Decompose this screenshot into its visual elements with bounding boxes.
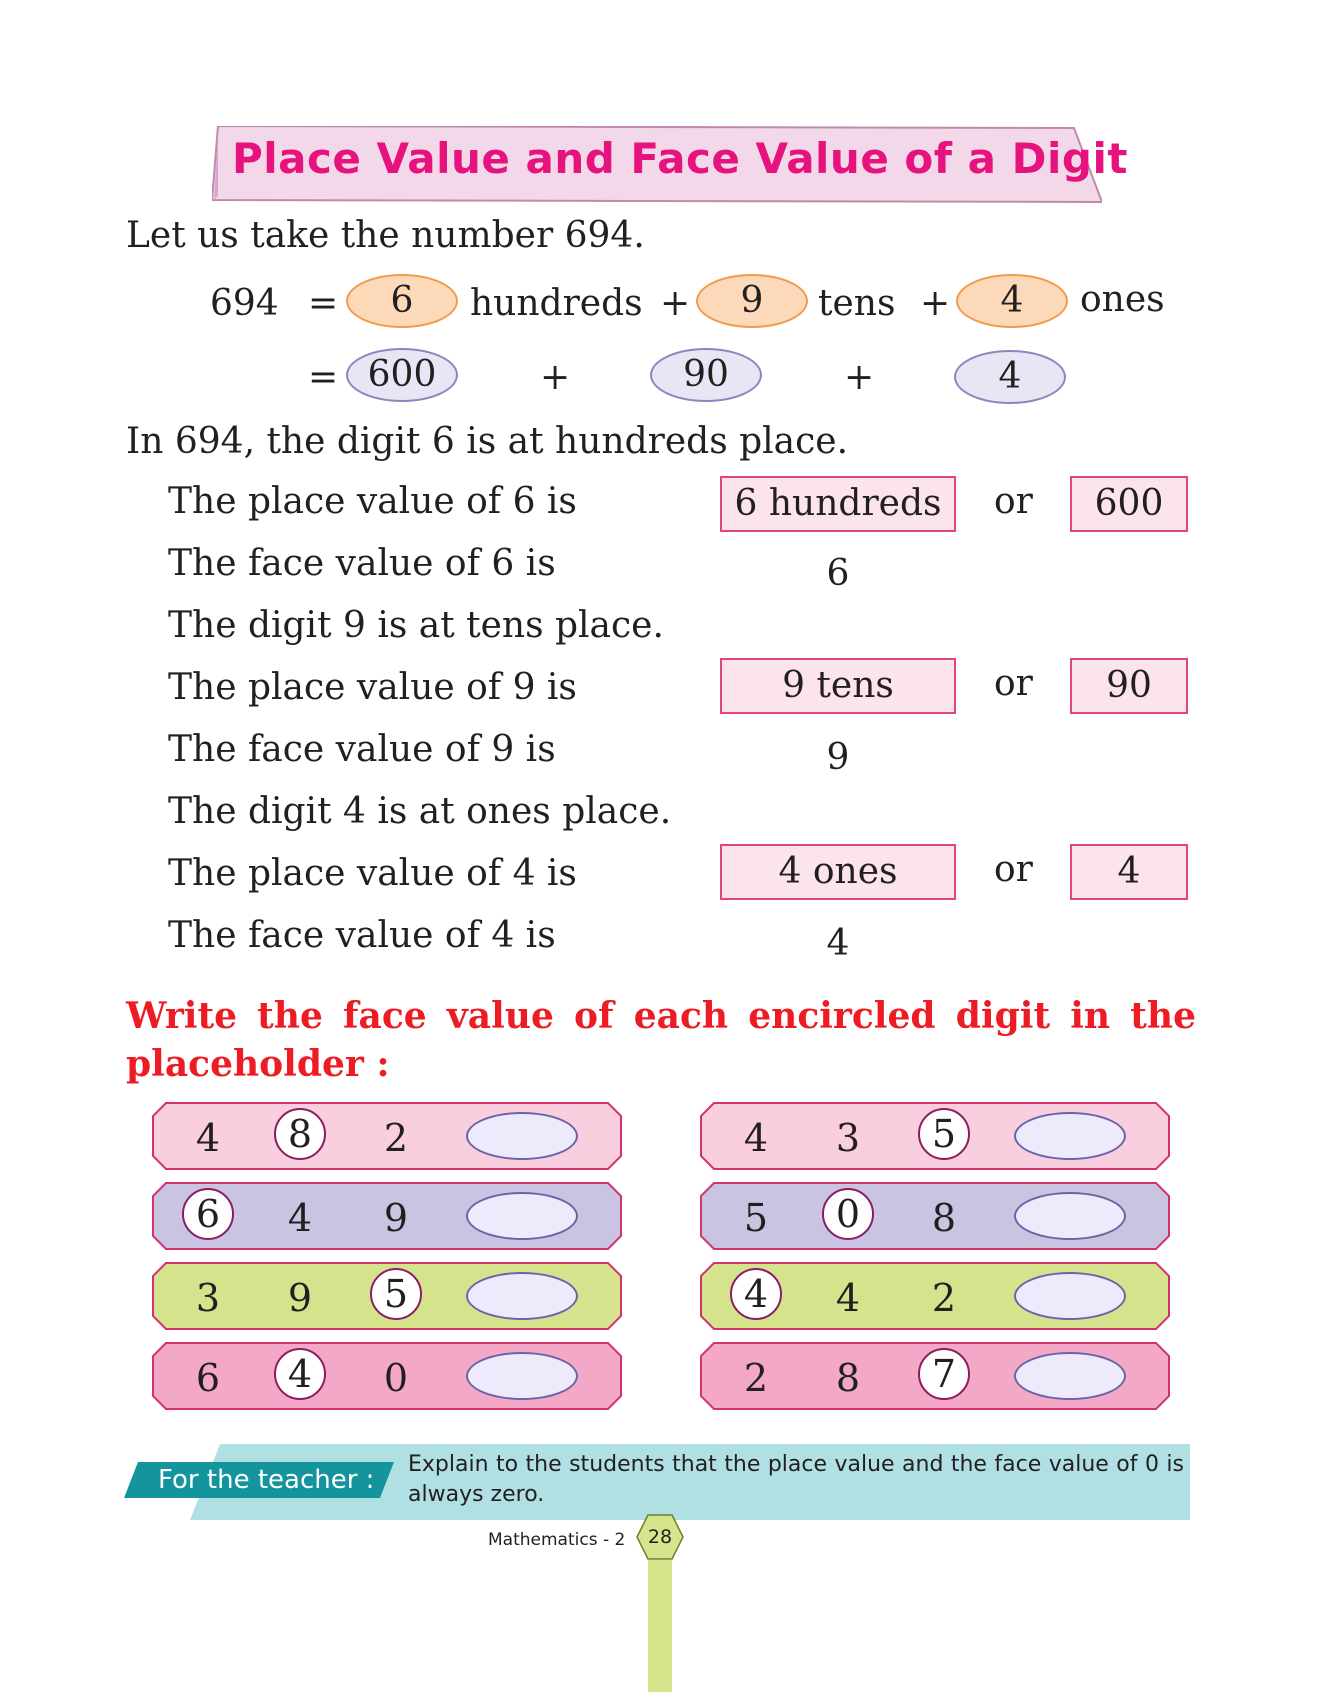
answer-placeholder[interactable] (1014, 1272, 1126, 1320)
digit: 9 (383, 1196, 409, 1240)
page-title: Place Value and Face Value of a Digit (232, 134, 1128, 183)
digit-9-statement: The digit 9 is at tens place. (168, 605, 664, 646)
digit: 8 (835, 1356, 861, 1400)
digit: 2 (743, 1356, 769, 1400)
answer-placeholder[interactable] (1014, 1192, 1126, 1240)
face-value-6-answer: 6 (826, 553, 850, 594)
place-value-4-text: The place value of 4 is (168, 853, 577, 894)
exercise-instruction: Write the face value of each encircled digit in the (126, 995, 1196, 1037)
digit: 3 (195, 1276, 221, 1320)
right-row-4 (700, 1342, 1170, 1410)
digit: 4 (287, 1196, 313, 1240)
answer-placeholder[interactable] (1014, 1112, 1126, 1160)
encircled-digit: 5 (918, 1108, 970, 1160)
place-value-6-number-box: 600 (1070, 476, 1188, 532)
tens-value-oval: 90 (650, 348, 762, 402)
encircled-digit: 8 (274, 1108, 326, 1160)
ones-digit-oval: 4 (956, 274, 1068, 328)
digit: 9 (287, 1276, 313, 1320)
encircled-digit: 7 (918, 1348, 970, 1400)
digit: 8 (931, 1196, 957, 1240)
place-value-4-number-box: 4 (1070, 844, 1188, 900)
tens-digit-oval: 9 (696, 274, 808, 328)
right-row-1 (700, 1102, 1170, 1170)
digit: 4 (743, 1116, 769, 1160)
encircled-digit: 0 (822, 1188, 874, 1240)
right-row-3 (700, 1262, 1170, 1330)
right-row-2 (700, 1182, 1170, 1250)
answer-placeholder[interactable] (466, 1352, 578, 1400)
place-value-9-number-box: 90 (1070, 658, 1188, 714)
digit: 6 (195, 1356, 221, 1400)
or-text: or (994, 849, 1033, 890)
left-row-2 (152, 1182, 622, 1250)
number-694: 694 (210, 283, 279, 324)
answer-placeholder[interactable] (466, 1112, 578, 1160)
equals-sign: = (308, 283, 339, 324)
digit: 2 (931, 1276, 957, 1320)
hundreds-value-oval: 600 (346, 348, 458, 402)
digit: 4 (195, 1116, 221, 1160)
left-row-4 (152, 1342, 622, 1410)
answer-placeholder[interactable] (466, 1272, 578, 1320)
digit: 3 (835, 1116, 861, 1160)
hundreds-label: hundreds (470, 283, 643, 324)
place-value-6-text: The place value of 6 is (168, 481, 577, 522)
place-value-6-words-box: 6 hundreds (720, 476, 956, 532)
or-text: or (994, 663, 1033, 704)
left-row-1 (152, 1102, 622, 1170)
teacher-note-text: Explain to the students that the place value and the face value of 0 is always zero. (408, 1452, 1184, 1507)
page-number: 28 (647, 1526, 673, 1548)
encircled-digit: 5 (370, 1268, 422, 1320)
face-value-4-answer: 4 (826, 923, 850, 964)
plus-sign: + (660, 283, 691, 324)
digit-4-statement: The digit 4 is at ones place. (168, 791, 672, 832)
ones-value-oval: 4 (954, 350, 1066, 404)
exercise-instruction-continued: placeholder : (126, 1043, 390, 1085)
answer-placeholder[interactable] (466, 1192, 578, 1240)
teacher-note-label: For the teacher : (158, 1465, 375, 1495)
place-value-4-words-box: 4 ones (720, 844, 956, 900)
answer-placeholder[interactable] (1014, 1352, 1126, 1400)
digit: 0 (383, 1356, 409, 1400)
plus-sign: + (920, 283, 951, 324)
face-value-9-text: The face value of 9 is (168, 729, 556, 770)
intro-text: Let us take the number 694. (126, 215, 645, 256)
place-value-9-text: The place value of 9 is (168, 667, 577, 708)
plus-sign: + (844, 357, 875, 398)
encircled-digit: 6 (182, 1188, 234, 1240)
face-value-4-text: The face value of 4 is (168, 915, 556, 956)
face-value-6-text: The face value of 6 is (168, 543, 556, 584)
hundreds-statement: In 694, the digit 6 is at hundreds place. (126, 421, 849, 462)
plus-sign: + (540, 357, 571, 398)
face-value-9-answer: 9 (826, 737, 850, 778)
digit: 4 (835, 1276, 861, 1320)
equals-sign: = (308, 357, 339, 398)
digit: 5 (743, 1196, 769, 1240)
left-row-3 (152, 1262, 622, 1330)
ones-label: ones (1080, 279, 1165, 320)
place-value-9-words-box: 9 tens (720, 658, 956, 714)
page-tab (648, 1560, 672, 1692)
encircled-digit: 4 (274, 1348, 326, 1400)
book-name: Mathematics - 2 (488, 1530, 626, 1550)
digit: 2 (383, 1116, 409, 1160)
tens-label: tens (818, 283, 896, 324)
hundreds-digit-oval: 6 (346, 274, 458, 328)
or-text: or (994, 481, 1033, 522)
encircled-digit: 4 (730, 1268, 782, 1320)
